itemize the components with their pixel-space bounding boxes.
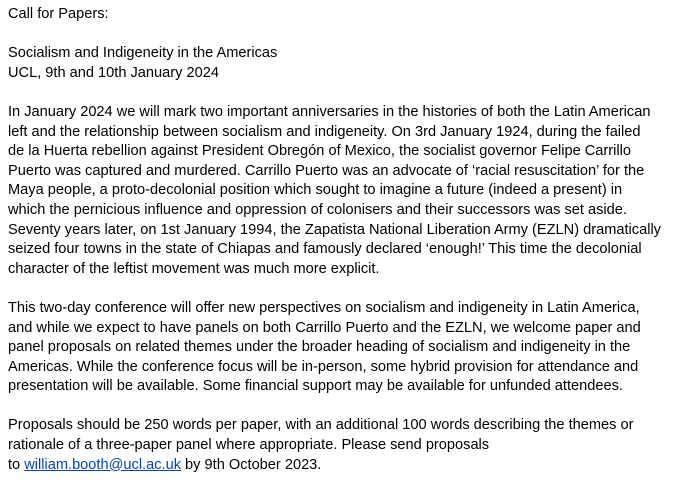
doc-heading: Call for Papers: (8, 6, 109, 22)
paragraph-line: which the pernicious influence and oppression of colonisers and their successors was set aside. (8, 201, 627, 218)
paragraph-line: seized four towns in the state of Chiapas and famously declared ‘enough!’ This time the decolonial (8, 241, 642, 258)
paragraph-line: Puerto was captured and murdered. Carrillo Puerto was an advocate of ‘racial resuscitation’ for the (8, 162, 645, 179)
paragraph-line: character of the leftist movement was much more explicit. (8, 260, 380, 277)
send-suffix: by 9th October 2023. (181, 456, 322, 473)
send-prefix: to (8, 456, 25, 473)
spacer (8, 25, 678, 45)
paragraph-line: and while we expect to have panels on both Carrillo Puerto and the EZLN, we welcome paper and (8, 319, 641, 336)
paragraph-line: panel proposals on related themes under the broader heading of socialism and indigeneity in the (8, 339, 631, 356)
email-link[interactable]: william.booth@ucl.ac.uk (24, 456, 181, 473)
paragraph-line: presentation will be available. Some financial support may be available for unfunded attendees. (8, 378, 623, 395)
spacer (8, 279, 678, 299)
paragraph-line: de la Huerta rebellion against President Obregón of Mexico, the socialist governor Felipe Carrillo (8, 143, 631, 160)
paragraph-line: left and the relationship between socialism and indigeneity. On 3rd January 1924, during the failed (8, 123, 641, 140)
paragraph-line: Maya people, a proto-decolonial position which sought to imagine a future (indeed a present) in (8, 182, 623, 199)
paragraph-2 (8, 299, 678, 397)
paragraph-line: Americas. While the conference focus will be in-person, some hybrid provision for attendance and (8, 358, 639, 375)
send-line (8, 456, 678, 476)
paragraph-line: This two-day conference will offer new perspectives on socialism and indigeneity in Latin America, (8, 299, 640, 316)
spacer (8, 83, 678, 103)
paragraph-3 (8, 416, 678, 475)
paragraph-line: Seventy years later, on 1st January 1994, the Zapatista National Liberation Army (EZLN) dramatically (8, 221, 661, 238)
venue-dates: UCL, 9th and 10th January 2024 (8, 64, 219, 81)
paragraph-line: Proposals should be 250 words per paper, with an additional 100 words describing the themes or (8, 417, 634, 434)
paragraph-1 (8, 103, 678, 279)
paragraph-line: In January 2024 we will mark two important anniversaries in the histories of both the Latin American (8, 103, 651, 120)
conference-title: Socialism and Indigeneity in the Americas (8, 45, 278, 62)
document-body (8, 5, 678, 475)
paragraph-line: rationale of a three-paper panel where appropriate. Please send proposals (8, 437, 490, 454)
spacer (8, 397, 678, 417)
